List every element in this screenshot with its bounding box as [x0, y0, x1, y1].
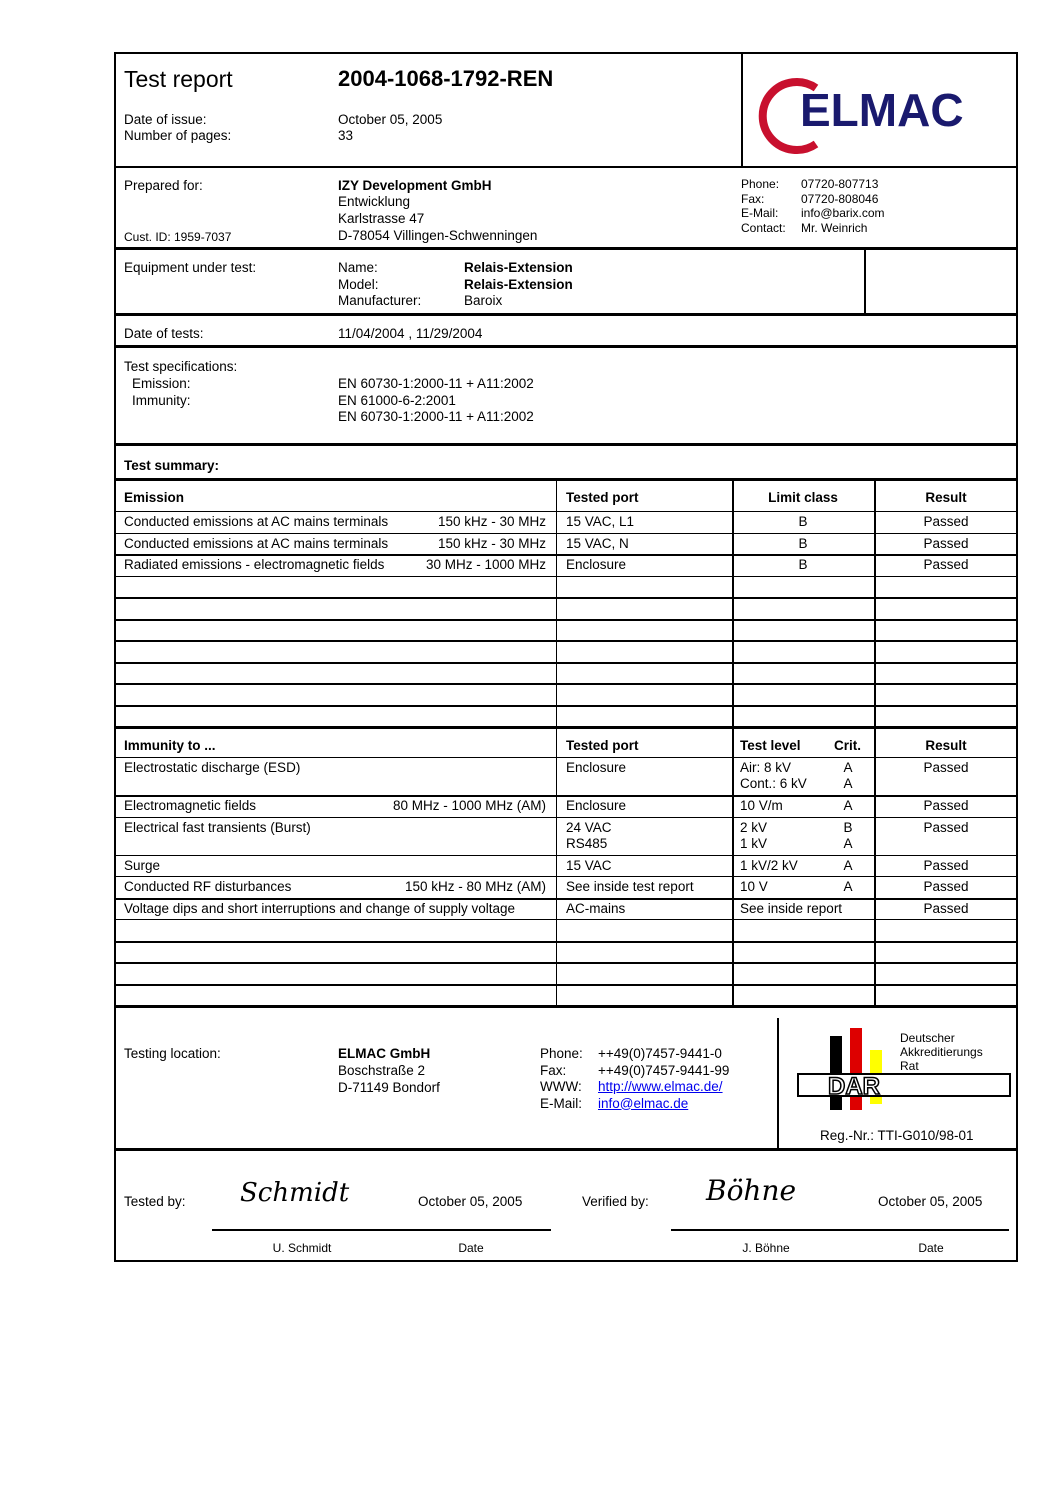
location-address-1: Boschstraße 2	[338, 1063, 426, 1078]
verified-date: October 05, 2005	[878, 1194, 983, 1209]
immunity-row-crit: A	[843, 879, 853, 894]
location-address-2: D-71149 Bondorf	[338, 1080, 440, 1095]
immunity-row-level: 10 V	[740, 879, 768, 894]
immunity-row-crit: A	[843, 798, 853, 813]
emission-row-test: Radiated emissions - electromagnetic fields	[124, 557, 385, 572]
emission-row-range: 150 kHz - 30 MHz	[437, 535, 546, 551]
elmac-logo-text: ELMAC	[800, 84, 964, 136]
svg-text:Rat: Rat	[900, 1059, 919, 1073]
immunity-row-level: 2 kV	[740, 819, 768, 835]
immunity-row-level: 10 V/m	[740, 798, 783, 813]
test-report-frame	[114, 52, 1018, 1262]
verified-by-label: Verified by:	[582, 1194, 649, 1209]
emission-row-port: Enclosure	[566, 557, 627, 572]
immunity-row-result: Passed	[923, 798, 969, 813]
emission-row-limit: B	[798, 514, 808, 529]
equipment-fields: Name: Relais-Extension Model: Relais-Extension Manufacturer: Baroix	[338, 260, 573, 308]
immunity-row-port: AC-mains	[566, 900, 626, 916]
emission-row-range: 150 kHz - 30 MHz	[437, 514, 546, 529]
immunity-row-level: See inside report	[740, 900, 843, 916]
immunity-row-level: 1 kV	[740, 835, 768, 851]
emission-row-result: Passed	[923, 557, 969, 572]
cust-id: Cust. ID: 1959-7037	[124, 230, 232, 244]
date-of-issue-label: Date of issue:	[124, 112, 207, 127]
elmac-logo	[756, 66, 1006, 156]
dar-reg-number: Reg.-Nr.: TTI-G010/98-01	[820, 1128, 974, 1143]
dar-logo	[788, 1024, 1014, 1114]
emission-row-test: Conducted emissions at AC mains terminals	[124, 535, 389, 551]
prepared-for-label: Prepared for:	[124, 178, 203, 193]
immunity-row-port: RS485	[566, 835, 608, 851]
immunity-row-test: Electrical fast transients (Burst)	[124, 819, 311, 835]
dates-value: 11/04/2004 , 11/29/2004	[338, 326, 483, 341]
immunity-row-level: Air: 8 kV	[740, 760, 792, 775]
emission-row-limit: B	[798, 557, 808, 572]
specs-immunity-label: Immunity:	[132, 393, 191, 408]
immunity-row-crit: B	[843, 819, 853, 835]
emission-row-port: 15 VAC, L1	[566, 514, 635, 529]
immunity-row-range: 150 kHz - 80 MHz (AM)	[404, 879, 546, 894]
immunity-row-result: Passed	[923, 900, 969, 916]
location-company: ELMAC GmbH	[338, 1046, 431, 1061]
tested-by-label: Tested by:	[124, 1194, 186, 1209]
immunity-row-port: Enclosure	[566, 798, 627, 813]
verified-name: J. Böhne	[742, 1241, 790, 1255]
immunity-row-test: Surge	[124, 857, 161, 873]
immunity-row-result: Passed	[923, 879, 969, 894]
svg-text:Akkreditierungs: Akkreditierungs	[900, 1045, 983, 1059]
immunity-header-crit: Crit.	[834, 738, 861, 753]
immunity-row-port: Enclosure	[566, 760, 627, 775]
dates-label: Date of tests:	[124, 326, 204, 341]
immunity-row-port: 24 VAC	[566, 819, 612, 835]
emission-header-test: Emission	[124, 490, 185, 505]
immunity-row-port: See inside test report	[566, 879, 694, 894]
date-of-issue: October 05, 2005	[338, 112, 443, 127]
customer-contact: Phone: 07720-807713 Fax: 07720-808046 E-Mail: info@barix.com Contact: Mr. Weinrich	[741, 177, 885, 235]
emission-row-test: Conducted emissions at AC mains terminals	[124, 514, 389, 529]
emission-row-result: Passed	[923, 514, 969, 529]
svg-text:DAR: DAR	[828, 1073, 880, 1100]
location-contact: Phone: ++49(0)7457-9441-0 Fax: ++49(0)7457-9441-99 WWW: http://www.elmac.de/ E-Mail: info@elmac.de	[540, 1046, 730, 1111]
equipment-label: Equipment under test:	[124, 260, 257, 275]
tested-date-caption: Date	[458, 1241, 484, 1255]
immunity-row-result: Passed	[923, 760, 969, 775]
immunity-row-crit: A	[843, 760, 853, 775]
emission-row-result: Passed	[923, 535, 969, 551]
location-label: Testing location:	[124, 1046, 221, 1061]
verified-date-caption: Date	[918, 1241, 944, 1255]
spec-3: EN 60730-1:2000-11 + A11:2002	[338, 409, 534, 424]
emission-row-range: 30 MHz - 1000 MHz	[425, 557, 546, 572]
immunity-row-crit: A	[843, 835, 853, 851]
immunity-row-test: Conducted RF disturbances	[124, 879, 292, 894]
email-link[interactable]: info@elmac.de	[598, 1095, 689, 1111]
immunity-row-test: Electrostatic discharge (ESD)	[124, 760, 301, 775]
immunity-header-level: Test level	[740, 738, 801, 753]
specs-label: Test specifications:	[124, 359, 238, 374]
website-link[interactable]: http://www.elmac.de/	[598, 1079, 723, 1094]
immunity-row-level: Cont.: 6 kV	[740, 776, 807, 791]
emission-header-port: Tested port	[566, 490, 639, 505]
immunity-row-port: 15 VAC	[566, 857, 612, 873]
page-title: Test report	[124, 66, 233, 92]
specs-emission-label: Emission:	[132, 376, 191, 391]
report-number: 2004-1068-1792-REN	[338, 66, 554, 91]
customer-company: IZY Development GmbH	[338, 178, 492, 193]
verified-signature: Böhne	[706, 1174, 797, 1207]
immunity-row-result: Passed	[923, 819, 969, 835]
summary-label: Test summary:	[124, 458, 220, 473]
immunity-row-test: Voltage dips and short interruptions and change of supply voltage	[124, 900, 516, 916]
customer-address-3: D-78054 Villingen-Schwenningen	[338, 228, 538, 243]
tested-name: U. Schmidt	[272, 1241, 332, 1255]
spec-1: EN 60730-1:2000-11 + A11:2002	[338, 376, 534, 391]
spec-2: EN 61000-6-2:2001	[338, 393, 456, 408]
tested-signature: Schmidt	[240, 1178, 350, 1208]
immunity-row-result: Passed	[923, 857, 969, 873]
emission-header-result: Result	[925, 490, 967, 505]
immunity-header-port: Tested port	[566, 738, 639, 753]
immunity-row-crit: A	[843, 857, 853, 873]
pages-label: Number of pages:	[124, 128, 232, 143]
emission-header-limit: Limit class	[768, 490, 838, 505]
emission-row-port: 15 VAC, N	[566, 535, 629, 551]
customer-address-2: Karlstrasse 47	[338, 211, 425, 226]
customer-address-1: Entwicklung	[338, 194, 411, 209]
immunity-header-test: Immunity to ...	[124, 738, 216, 753]
immunity-row-level: 1 kV/2 kV	[740, 857, 798, 873]
svg-text:Deutscher: Deutscher	[900, 1031, 955, 1045]
emission-row-limit: B	[798, 535, 808, 551]
pages-count: 33	[338, 128, 354, 143]
immunity-header-result: Result	[925, 738, 967, 753]
immunity-row-test: Electromagnetic fields	[124, 798, 257, 813]
tested-date: October 05, 2005	[418, 1194, 523, 1209]
immunity-row-range: 80 MHz - 1000 MHz (AM)	[392, 798, 546, 813]
immunity-row-crit: A	[843, 776, 853, 791]
